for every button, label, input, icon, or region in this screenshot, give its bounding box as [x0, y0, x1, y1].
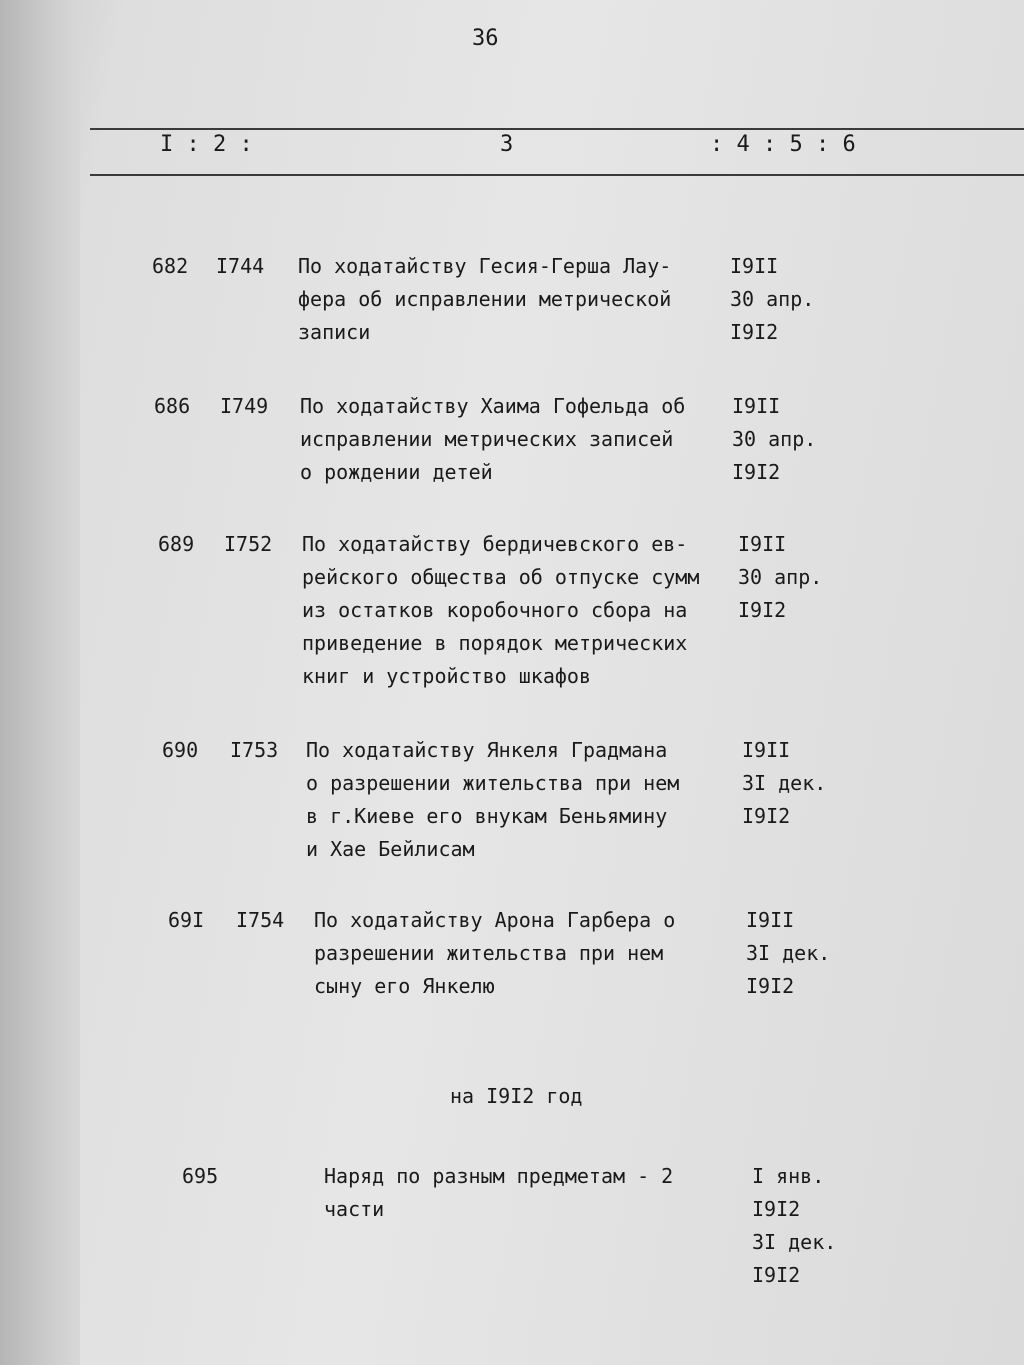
column-header-3: 3	[500, 132, 514, 157]
date-line: 30 апр.	[732, 427, 817, 451]
date-line: I9II	[738, 532, 787, 556]
entry-code: I749	[220, 394, 269, 418]
date-line: 30 апр.	[738, 565, 823, 589]
date-line: 3I дек.	[752, 1230, 837, 1254]
entry-code: I753	[230, 738, 279, 762]
description-line: рейского общества об отпуске сумм	[302, 565, 700, 589]
entry-code: I752	[224, 532, 273, 556]
entry-number: 690	[162, 738, 199, 762]
description-line: По ходатайству Гесия-Герша Лау-	[298, 254, 672, 278]
entry-dates	[742, 734, 826, 833]
entry-description	[300, 390, 685, 489]
header-rule-bottom	[90, 174, 1024, 176]
entry-description	[324, 1160, 673, 1226]
description-line: части	[324, 1197, 385, 1221]
description-line: Наряд по разным предметам - 2	[324, 1164, 674, 1188]
date-line: I9I2	[738, 598, 787, 622]
description-line: книг и устройство шкафов	[302, 664, 591, 688]
entry-description	[298, 250, 671, 349]
entry-code: I754	[236, 908, 285, 932]
description-line: о рождении детей	[300, 460, 493, 484]
entry-dates	[730, 250, 814, 349]
entry-number: 695	[182, 1164, 219, 1188]
book-spine-shadow	[0, 0, 80, 1365]
date-line: I9II	[732, 394, 781, 418]
entry-number: 689	[158, 532, 195, 556]
date-line: I9I2	[730, 320, 779, 344]
description-line: и Хае Бейлисам	[306, 837, 475, 861]
header-rule-top	[90, 128, 1024, 130]
date-line: I9II	[742, 738, 791, 762]
description-line: записи	[298, 320, 371, 344]
page-number: 36	[472, 26, 499, 51]
entry-number: 69I	[168, 908, 205, 932]
entry-dates	[738, 528, 822, 627]
date-line: I9I2	[732, 460, 781, 484]
entry-description	[306, 734, 679, 866]
entry-dates	[732, 390, 816, 489]
date-line: I9I2	[752, 1197, 801, 1221]
description-line: приведение в порядок метрических	[302, 631, 688, 655]
date-line: I9II	[746, 908, 795, 932]
description-line: из остатков коробочного сбора на	[302, 598, 688, 622]
description-line: сыну его Янкелю	[314, 974, 495, 998]
date-line: I9II	[730, 254, 779, 278]
description-line: исправлении метрических записей	[300, 427, 674, 451]
year-heading: на I9I2 год	[450, 1084, 583, 1108]
date-line: I9I2	[746, 974, 795, 998]
description-line: По ходатайству Арона Гарбера о	[314, 908, 676, 932]
entry-description	[302, 528, 699, 693]
description-line: По ходатайству бердичевского ев-	[302, 532, 688, 556]
column-headers-1-2: I : 2 :	[160, 132, 253, 157]
date-line: 3I дек.	[746, 941, 831, 965]
description-line: о разрешении жительства при нем	[306, 771, 680, 795]
description-line: разрешении жительства при нем	[314, 941, 664, 965]
description-line: в г.Киеве его внукам Беньямину	[306, 804, 668, 828]
column-headers-4-5-6: : 4 : 5 : 6	[710, 132, 856, 157]
entry-dates	[746, 904, 830, 1003]
entry-number: 686	[154, 394, 191, 418]
description-line: По ходатайству Янкеля Градмана	[306, 738, 668, 762]
entry-number: 682	[152, 254, 189, 278]
date-line: I янв.	[752, 1164, 825, 1188]
entry-description	[314, 904, 675, 1003]
date-line: 30 апр.	[730, 287, 815, 311]
date-line: I9I2	[742, 804, 791, 828]
description-line: По ходатайству Хаима Гофельда об	[300, 394, 686, 418]
date-line: 3I дек.	[742, 771, 827, 795]
entry-code: I744	[216, 254, 265, 278]
entry-dates	[752, 1160, 836, 1292]
date-line: I9I2	[752, 1263, 801, 1287]
description-line: фера об исправлении метрической	[298, 287, 672, 311]
